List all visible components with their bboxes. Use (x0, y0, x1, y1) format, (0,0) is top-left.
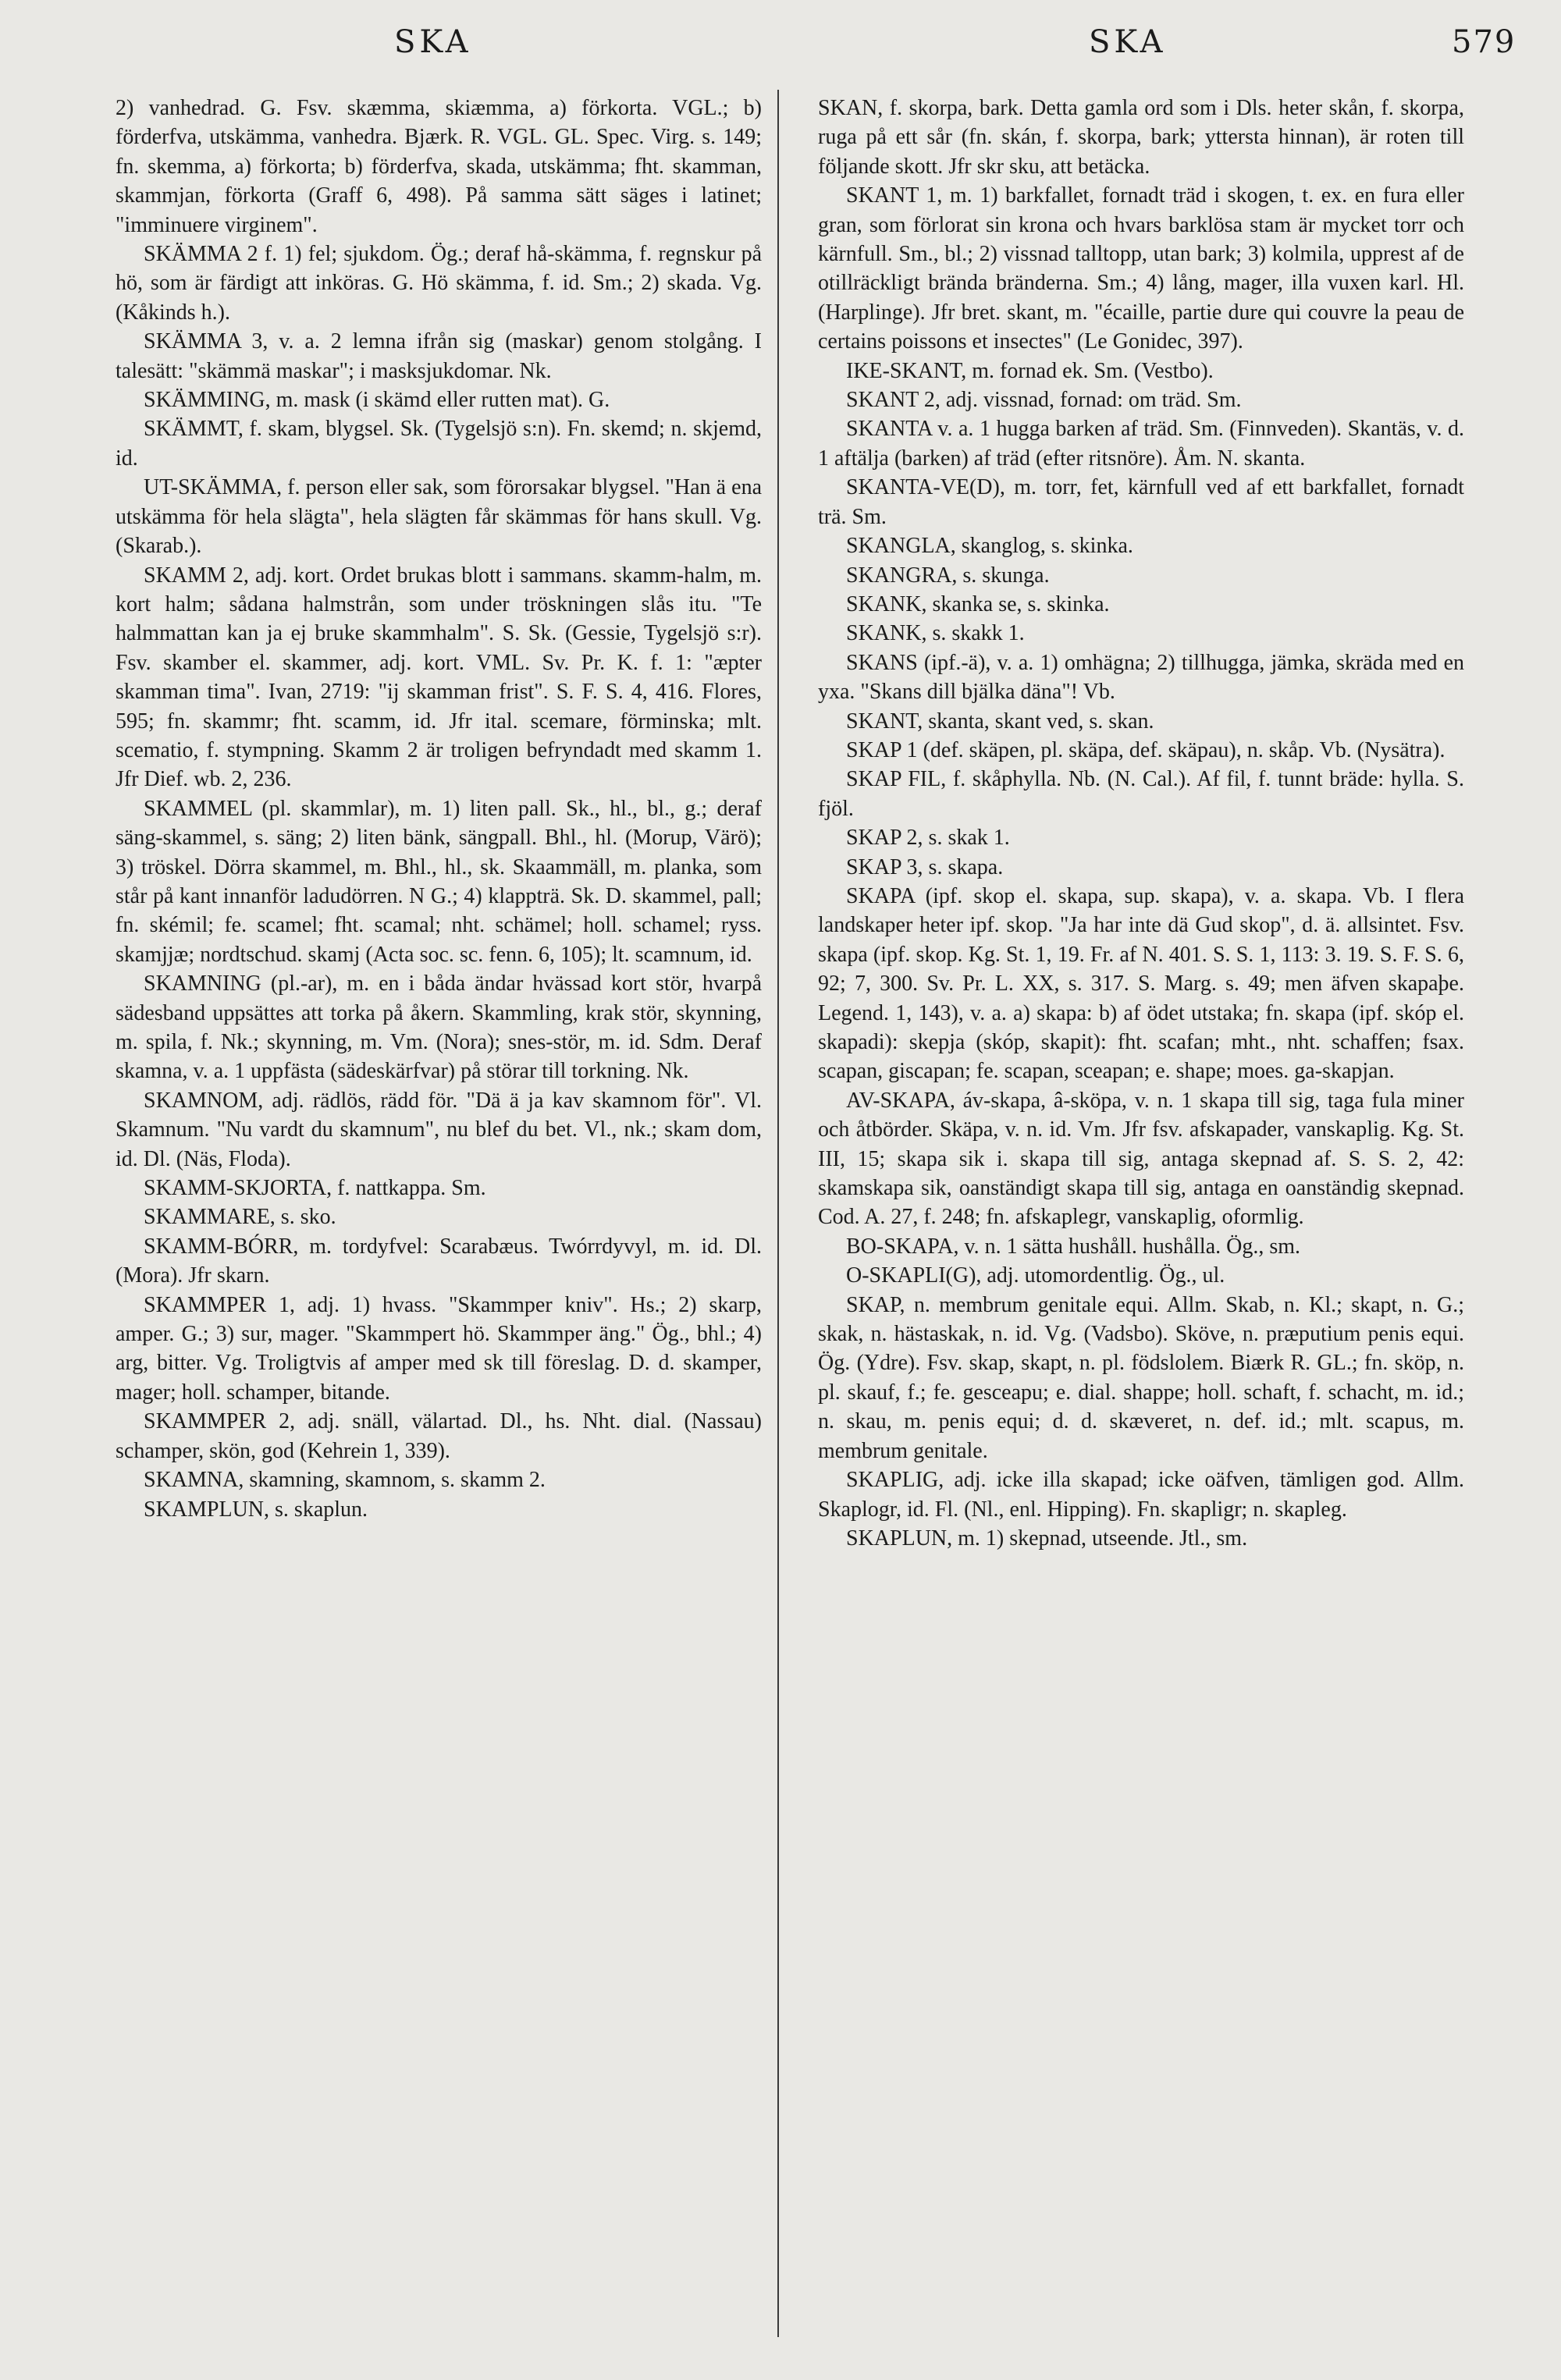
dictionary-entry: SKAP FIL, f. skåphylla. Nb. (N. Cal.). Af fil, f. tunnt bräde: hylla. S. fjöl. (818, 767, 1464, 821)
left-column (116, 94, 762, 2357)
dictionary-entry: SKAMNA, skamning, skamnom, s. skamm 2. (144, 1468, 546, 1493)
dictionary-entry: SKAMMEL (pl. skammlar), m. 1) liten pall. Sk., hl., bl., g.; deraf säng-skammel, s. säng; 2) liten bänk, sängpall. Bhl., hl. (Morup, Värö); 3) tröskel. Dörra skammel, m. Bhl., hl., sk. Skaammäll, m. planka, som står på kant innanför ladudörren. N G.; 4) klappträ. Sk. D. skammel, pall; fn. skémil; fe. scamel; fht. scamal; nht. schämel; holl. schamel; ryss. skamjjæ; nordtschud. skamj (Acta soc. sc. fenn. 6, 105); lt. scamnum, id. (116, 796, 762, 967)
dictionary-entry: SKAPA (ipf. skop el. skapa, sup. skapa), v. a. skapa. Vb. I flera landskaper heter ipf. skop. "Ja har inte dä Gud skop", d. ä. allsintet. Fsv. skapa (ipf. skop. Kg. St. 1, 19. Fr. af N. 401. S. S. 1, 113: 3. 19. S. F. S. 6, 92; 7, 300. Sv. Pr. L. XX, s. 317. S. Marg. s. 49; men äfven skapaþe. Legend. 1, 143), v. a. a) skapa: b) af ödet utstaka; fn. skapa (ipf. skóp el. skapadi): skepja (skóp, skapit): fht. scafan; mht., nht. schaffen; fsax. scapan, giscapan; fe. scapan, sceapan; e. shape; moes. ga-skapjan. (818, 883, 1464, 1084)
dictionary-entry: BO-SKAPA, v. n. 1 sätta hushåll. hushålla. Ög., sm. (846, 1234, 1301, 1259)
dictionary-entry: SKAMMARE, s. sko. (144, 1205, 336, 1230)
dictionary-entry: SKAN, f. skorpa, bark. Detta gamla ord som i Dls. heter skån, f. skorpa, ruga på ett sår (fn. skán, f. skorpa, bark; yttersta hinnan), är roten till följande skott. Jfr skr sku, att betäcka. (818, 96, 1464, 179)
dictionary-entry: SKANS (ipf.-ä), v. a. 1) omhägna; 2) tillhugga, jämka, skräda med en yxa. "Skans dill bjälka däna"! Vb. (818, 650, 1464, 705)
dictionary-entry: SKAMPLUN, s. skaplun. (144, 1497, 368, 1522)
dictionary-entry: SKANK, s. skakk 1. (846, 621, 1025, 646)
dictionary-entry: UT-SKÄMMA, f. person eller sak, som förorsakar blygsel. "Han ä ena utskämma för hela slägta", hela slägten får skämmas för hans skull. Vg. (Skarab.). (116, 475, 762, 559)
dictionary-entry: SKANTA v. a. 1 hugga barken af träd. Sm. (Finnveden). Skantäs, v. d. 1 aftälja (barken) af träd (efter ritsnöre). Åm. N. skanta. (818, 417, 1464, 471)
dictionary-entry: SKANK, skanka se, s. skinka. (846, 591, 1110, 616)
dictionary-entry: SKAP 2, s. skak 1. (846, 826, 1010, 851)
dictionary-entry: SKAPLIG, adj. icke illa skapad; icke oäfven, tämligen god. Allm. Skaplogr, id. Fl. (Nl., enl. Hipping). Fn. skapligr; n. skapleg. (818, 1468, 1464, 1522)
running-head-right: SKA (1089, 24, 1167, 60)
dictionary-entry: SKAMM-BÓRR, m. tordyfvel: Scarabæus. Twórrdyvyl, m. id. Dl. (Mora). Jfr skarn. (116, 1234, 762, 1288)
dictionary-entry: O-SKAPLI(G), adj. utomordentlig. Ög., ul. (846, 1263, 1225, 1288)
right-column (818, 94, 1464, 2357)
dictionary-entry: SKANTA-VE(D), m. torr, fet, kärnfull ved af ett barkfallet, fornadt trä. Sm. (818, 475, 1464, 529)
dictionary-entry: SKANGRA, s. skunga. (846, 563, 1050, 588)
dictionary-entry: SKANT 2, adj. vissnad, fornad: om träd. Sm. (846, 388, 1242, 413)
dictionary-entry: SKÄMMT, f. skam, blygsel. Sk. (Tygelsjö s:n). Fn. skemd; n. skjemd, id. (116, 417, 762, 471)
dictionary-entry: SKÄMMING, m. mask (i skämd eller rutten mat). G. (144, 388, 610, 413)
dictionary-entry: 2) vanhedrad. G. Fsv. skæmma, skiæmma, a) förkorta. VGL.; b) förderfva, utskämma, vanhedra. Bjærk. R. VGL. GL. Spec. Virg. s. 149; fn. skemma, a) förkorta; b) förderfva, skada, utskämma; fht. skamman, skammjan, förkorta (Graff 6, 498). På samma sätt säges i latinet; "imminuere virginem". (116, 96, 762, 237)
column-divider (777, 90, 779, 2337)
dictionary-entry: AV-SKAPA, áv-skapa, â-sköpa, v. n. 1 skapa till sig, taga fula miner och åtbörder. Skäpa, v. n. id. Vm. Jfr fsv. afskapader, vanskaplig. Kg. St. III, 15; skapa sik i. skapa till sig, antaga skepnad af. S. S. 2, 42: skamskapa sik, oanständigt skapa till sig, antaga en oanständig skepnad. Cod. A. 27, f. 248; fn. afskaplegr, vanskaplig, oformlig. (818, 1088, 1464, 1230)
running-head-left: SKA (394, 24, 472, 60)
dictionary-entry: SKAPLUN, m. 1) skepnad, utseende. Jtl., sm. (846, 1526, 1248, 1551)
page-number: 579 (1452, 24, 1517, 60)
dictionary-entry: SKAMMPER 1, adj. 1) hvass. "Skammper kniv". Hs.; 2) skarp, amper. G.; 3) sur, mager. "Skammpert hö. Skammper äng." Ög., bhl.; 4) arg, bitter. Vg. Troligtvis af amper med sk till föreslag. D. d. skamper, mager; holl. schamper, bitande. (116, 1292, 762, 1405)
dictionary-entry: SKAP 1 (def. skäpen, pl. skäpa, def. skäpau), n. skåp. Vb. (Nysätra). (846, 737, 1445, 762)
dictionary-entry: SKAMMPER 2, adj. snäll, välartad. Dl., hs. Nht. dial. (Nassau) schamper, skön, god (Kehrein 1, 339). (116, 1409, 762, 1463)
dictionary-entry: IKE-SKANT, m. fornad ek. Sm. (Vestbo). (846, 358, 1214, 383)
dictionary-entry: SKAMM 2, adj. kort. Ordet brukas blott i sammans. skamm-halm, m. kort halm; sådana halmstrån, som under tröskningen slås itu. "Te halmmattan kan ja ej bruke skammhalm". S. Sk. (Gessie, Tygelsjö s:r). Fsv. skamber el. skammer, adj. kort. VML. Sv. Pr. K. f. 1: "æpter skamman tima". Ivan, 2719: "ij skamman frist". S. F. S. 4, 416. Flores, 595; fn. skammr; fht. scamm, id. Jfr ital. scemare, förminska; mlt. scematio, f. stympning. Skamm 2 är troligen befryndadt med skamm 1. Jfr Dief. wb. 2, 236. (116, 563, 762, 792)
dictionary-entry: SKANGLA, skanglog, s. skinka. (846, 534, 1133, 559)
dictionary-entry: SKANT, skanta, skant ved, s. skan. (846, 709, 1154, 734)
dictionary-entry: SKAP 3, s. skapa. (846, 854, 1004, 879)
dictionary-entry: SKÄMMA 3, v. a. 2 lemna ifrån sig (maskar) genom stolgång. I talesätt: "skämmä maskar"; i masksjukdomar. Nk. (116, 329, 762, 383)
dictionary-entry: SKAMNOM, adj. rädlös, rädd för. "Dä ä ja kav skamnom för". Vl. Skamnum. "Nu vardt du skamnum", nu blef du bet. Vl., nk.; skam dom, id. Dl. (Näs, Floda). (116, 1088, 762, 1171)
dictionary-entry: SKAP, n. membrum genitale equi. Allm. Skab, n. Kl.; skapt, n. G.; skak, n. hästaskak, n. id. Vg. (Vadsbo). Sköve, n. præputium penis equi. Ög. (Ydre). Fsv. skap, skapt, n. pl. födslolem. Biærk R. GL.; fn. sköp, n. pl. skauf, f.; fe. gesceapu; e. dial. shappe; holl. schaft, f. schacht, m. id.; n. skau, m. penis equi; d. d. skæveret, n. def. id.; mlt. scapus, m. membrum genitale. (818, 1292, 1464, 1463)
dictionary-entry: SKAMNING (pl.-ar), m. en i båda ändar hvässad kort stör, hvarpå sädesband uppsättes att torka på åkern. Skammling, krak stör, skynning, m. spila, f. Nk.; skynning, m. Vm. (Nora); snes-stör, m. id. Sdm. Deraf skamna, v. a. 1 uppfästa (sädeskärfvar) på störar till torkning. Nk. (116, 972, 762, 1084)
dictionary-entry: SKANT 1, m. 1) barkfallet, fornadt träd i skogen, t. ex. en fura eller gran, som förlorat sin krona och hvars barklösa stam är mycket torr och kärnfull. Sm., bl.; 2) vissnad talltopp, utan bark; 3) kolmila, upprest af de otillräckligt brända bränderna. Sm.; 4) lång, mager, illa vuxen karl. Hl. (Harplinge). Jfr bret. skant, m. "écaille, partie dure qui couvre la peau de certains poissons et insectes" (Le Gonidec, 397). (818, 183, 1464, 354)
dictionary-entry: SKÄMMA 2 f. 1) fel; sjukdom. Ög.; deraf hå-skämma, f. regnskur på hö, som är färdigt att inköras. G. Hö skämma, f. id. Sm.; 2) skada. Vg. (Kåkinds h.). (116, 242, 762, 325)
dictionary-entry: SKAMM-SKJORTA, f. nattkappa. Sm. (144, 1176, 486, 1201)
